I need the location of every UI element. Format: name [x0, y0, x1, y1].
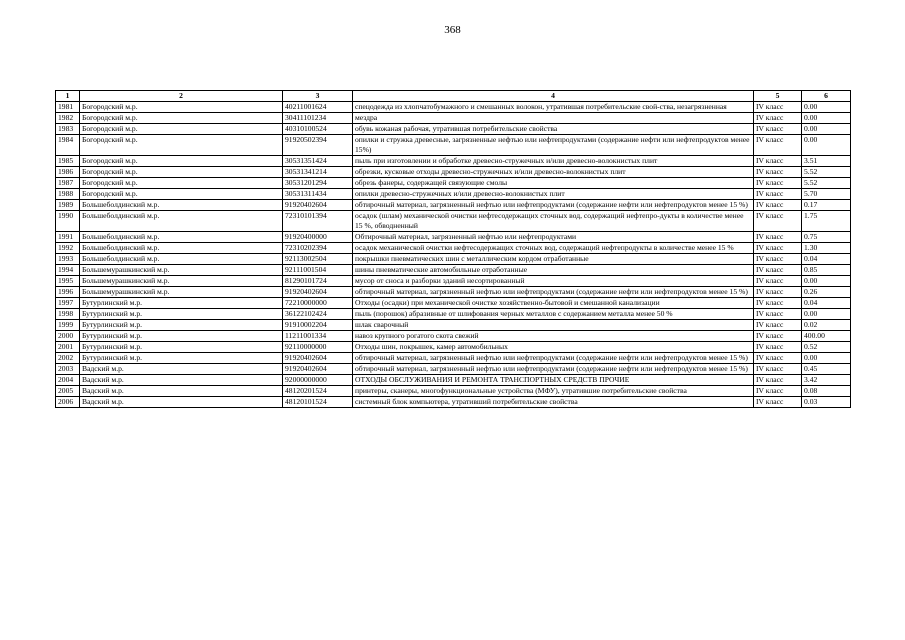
waste-name-cell: Обтирочный материал, загрязненный нефтью или нефтепродуктами — [353, 232, 754, 243]
row-number-cell: 1988 — [56, 189, 80, 200]
amount-cell: 0.00 — [802, 135, 851, 156]
district-cell: Богородский м.р. — [80, 189, 283, 200]
waste-name-cell: обрезь фанеры, содержащей связующие смолы — [353, 178, 754, 189]
amount-cell: 1.30 — [802, 243, 851, 254]
waste-code-cell: 40310100524 — [283, 124, 353, 135]
table-body — [56, 102, 851, 408]
waste-name-cell: Отходы шин, покрышек, камер автомобильных — [353, 342, 754, 353]
table-row — [56, 189, 851, 200]
waste-code-cell: 92110000000 — [283, 342, 353, 353]
hazard-class-cell: IV класс — [754, 124, 802, 135]
amount-cell: 0.00 — [802, 309, 851, 320]
waste-code-cell: 48120201524 — [283, 386, 353, 397]
hazard-class-cell: IV класс — [754, 375, 802, 386]
hazard-class-cell: IV класс — [754, 364, 802, 375]
waste-name-cell: обувь кожаная рабочая, утратившая потребительские свойства — [353, 124, 754, 135]
waste-code-cell: 91910002204 — [283, 320, 353, 331]
district-cell: Богородский м.р. — [80, 167, 283, 178]
district-cell: Богородский м.р. — [80, 102, 283, 113]
waste-name-cell: опилки и стружка древесные, загрязненные нефтью или нефтепродуктами (содержание нефти или нефтепродуктов менее 15%) — [353, 135, 754, 156]
district-cell: Богородский м.р. — [80, 113, 283, 124]
table-header — [56, 91, 851, 102]
amount-cell: 1.75 — [802, 211, 851, 232]
row-number-cell: 1984 — [56, 135, 80, 156]
amount-cell: 3.42 — [802, 375, 851, 386]
district-cell: Бутурлинский м.р. — [80, 320, 283, 331]
table-row — [56, 167, 851, 178]
table-row — [56, 353, 851, 364]
waste-registry-table — [55, 90, 851, 408]
waste-name-cell: шлак сварочный — [353, 320, 754, 331]
row-number-cell: 2001 — [56, 342, 80, 353]
hazard-class-cell: IV класс — [754, 167, 802, 178]
column-header-5: 5 — [754, 91, 802, 102]
row-number-cell: 1983 — [56, 124, 80, 135]
waste-code-cell: 30531311434 — [283, 189, 353, 200]
row-number-cell: 1986 — [56, 167, 80, 178]
row-number-cell: 1999 — [56, 320, 80, 331]
column-header-3: 3 — [283, 91, 353, 102]
waste-name-cell: пыль (порошок) абразивные от шлифования черных металлов с содержанием металла менее 50 % — [353, 309, 754, 320]
row-number-cell: 1993 — [56, 254, 80, 265]
hazard-class-cell: IV класс — [754, 200, 802, 211]
waste-code-cell: 91920402604 — [283, 287, 353, 298]
waste-name-cell: мусор от сноса и разборки зданий несортированный — [353, 276, 754, 287]
hazard-class-cell: IV класс — [754, 276, 802, 287]
waste-name-cell: шины пневматические автомобильные отработанные — [353, 265, 754, 276]
amount-cell: 5.52 — [802, 178, 851, 189]
table-row — [56, 113, 851, 124]
row-number-cell: 2003 — [56, 364, 80, 375]
row-number-cell: 1994 — [56, 265, 80, 276]
amount-cell: 0.26 — [802, 287, 851, 298]
hazard-class-cell: IV класс — [754, 386, 802, 397]
table-row — [56, 200, 851, 211]
row-number-cell: 2002 — [56, 353, 80, 364]
column-header-2: 2 — [80, 91, 283, 102]
hazard-class-cell: IV класс — [754, 243, 802, 254]
amount-cell: 0.08 — [802, 386, 851, 397]
waste-name-cell: обтирочный материал, загрязненный нефтью или нефтепродуктами (содержание нефти или нефтепродуктов менее 15 %) — [353, 353, 754, 364]
table-row — [56, 232, 851, 243]
waste-name-cell: обтирочный материал, загрязненный нефтью или нефтепродуктами (содержание нефти или нефтепродуктов менее 15 %) — [353, 364, 754, 375]
district-cell: Богородский м.р. — [80, 124, 283, 135]
district-cell: Большеболдинский м.р. — [80, 243, 283, 254]
table-row — [56, 320, 851, 331]
amount-cell: 0.00 — [802, 353, 851, 364]
table-row — [56, 102, 851, 113]
waste-code-cell: 72310202394 — [283, 243, 353, 254]
row-number-cell: 1985 — [56, 156, 80, 167]
hazard-class-cell: IV класс — [754, 298, 802, 309]
column-header-4: 4 — [353, 91, 754, 102]
waste-name-cell: осадок (шлам) механической очистки нефтесодержащих сточных вод, содержащий нефтепро-дукты в количестве менее 15 %, обводненный — [353, 211, 754, 232]
waste-code-cell: 92111001504 — [283, 265, 353, 276]
district-cell: Большеболдинский м.р. — [80, 254, 283, 265]
waste-name-cell: мездра — [353, 113, 754, 124]
hazard-class-cell: IV класс — [754, 309, 802, 320]
waste-name-cell: обтирочный материал, загрязненный нефтью или нефтепродуктами (содержание нефти или нефтепродуктов менее 15 %) — [353, 287, 754, 298]
hazard-class-cell: IV класс — [754, 102, 802, 113]
row-number-cell: 1995 — [56, 276, 80, 287]
waste-name-cell: принтеры, сканеры, многофункциональные устройства (МФУ), утратившие потребительские свойства — [353, 386, 754, 397]
district-cell: Большеболдинский м.р. — [80, 232, 283, 243]
hazard-class-cell: IV класс — [754, 287, 802, 298]
table-row — [56, 254, 851, 265]
hazard-class-cell: IV класс — [754, 254, 802, 265]
waste-name-cell: обрезки, кусковые отходы древесно-стружечных и/или древесно-волокнистых плит — [353, 167, 754, 178]
row-number-cell: 1989 — [56, 200, 80, 211]
district-cell: Большемурашкинский м.р. — [80, 287, 283, 298]
district-cell: Богородский м.р. — [80, 156, 283, 167]
waste-code-cell: 81290101724 — [283, 276, 353, 287]
district-cell: Вадский м.р. — [80, 364, 283, 375]
amount-cell: 0.75 — [802, 232, 851, 243]
table-row — [56, 309, 851, 320]
district-cell: Бутурлинский м.р. — [80, 342, 283, 353]
waste-name-cell: Отходы (осадки) при механической очистке хозяйственно-бытовой и смешанной канализации — [353, 298, 754, 309]
row-number-cell: 1990 — [56, 211, 80, 232]
hazard-class-cell: IV класс — [754, 211, 802, 232]
table-row — [56, 178, 851, 189]
hazard-class-cell: IV класс — [754, 331, 802, 342]
amount-cell: 0.00 — [802, 113, 851, 124]
waste-name-cell: осадок механической очистки нефтесодержащих сточных вод, содержащий нефтепродукты в количестве менее 15 % — [353, 243, 754, 254]
row-number-cell: 1987 — [56, 178, 80, 189]
waste-name-cell: ОТХОДЫ ОБСЛУЖИВАНИЯ И РЕМОНТА ТРАНСПОРТНЫХ СРЕДСТВ ПРОЧИЕ — [353, 375, 754, 386]
row-number-cell: 2005 — [56, 386, 80, 397]
waste-code-cell: 72310101394 — [283, 211, 353, 232]
table-row — [56, 342, 851, 353]
amount-cell: 0.52 — [802, 342, 851, 353]
district-cell: Вадский м.р. — [80, 397, 283, 408]
district-cell: Богородский м.р. — [80, 178, 283, 189]
table-row — [56, 364, 851, 375]
page-number: 368 — [444, 24, 461, 36]
waste-name-cell: покрышки пневматических шин с металлическим кордом отработанные — [353, 254, 754, 265]
waste-code-cell: 72210000000 — [283, 298, 353, 309]
hazard-class-cell: IV класс — [754, 353, 802, 364]
hazard-class-cell: IV класс — [754, 320, 802, 331]
amount-cell: 0.00 — [802, 276, 851, 287]
waste-code-cell: 91920402604 — [283, 200, 353, 211]
column-header-6: 6 — [802, 91, 851, 102]
waste-code-cell: 40211001624 — [283, 102, 353, 113]
waste-code-cell: 91920400000 — [283, 232, 353, 243]
waste-name-cell: обтирочный материал, загрязненный нефтью или нефтепродуктами (содержание нефти или нефтепродуктов менее 15 %) — [353, 200, 754, 211]
hazard-class-cell: IV класс — [754, 397, 802, 408]
amount-cell: 0.04 — [802, 298, 851, 309]
district-cell: Бутурлинский м.р. — [80, 353, 283, 364]
waste-code-cell: 92113002504 — [283, 254, 353, 265]
table-row — [56, 287, 851, 298]
amount-cell: 0.00 — [802, 124, 851, 135]
table-row — [56, 243, 851, 254]
amount-cell: 400.00 — [802, 331, 851, 342]
row-number-cell: 2000 — [56, 331, 80, 342]
row-number-cell: 1992 — [56, 243, 80, 254]
district-cell: Вадский м.р. — [80, 375, 283, 386]
amount-cell: 0.17 — [802, 200, 851, 211]
table-row — [56, 124, 851, 135]
table-row — [56, 276, 851, 287]
district-cell: Большемурашкинский м.р. — [80, 265, 283, 276]
table-row — [56, 386, 851, 397]
table-row — [56, 135, 851, 156]
column-header-1: 1 — [56, 91, 80, 102]
table-row — [56, 331, 851, 342]
hazard-class-cell: IV класс — [754, 156, 802, 167]
waste-code-cell: 91920402604 — [283, 364, 353, 375]
district-cell: Бутурлинский м.р. — [80, 331, 283, 342]
district-cell: Бутурлинский м.р. — [80, 298, 283, 309]
row-number-cell: 1991 — [56, 232, 80, 243]
table-row — [56, 265, 851, 276]
amount-cell: 0.02 — [802, 320, 851, 331]
waste-code-cell: 92000000000 — [283, 375, 353, 386]
waste-code-cell: 30531201294 — [283, 178, 353, 189]
district-cell: Вадский м.р. — [80, 386, 283, 397]
amount-cell: 0.45 — [802, 364, 851, 375]
waste-name-cell: пыль при изготовлении и обработке древесно-стружечных и/или древесно-волокнистых плит — [353, 156, 754, 167]
amount-cell: 0.85 — [802, 265, 851, 276]
hazard-class-cell: IV класс — [754, 265, 802, 276]
waste-code-cell: 30531351424 — [283, 156, 353, 167]
row-number-cell: 2004 — [56, 375, 80, 386]
row-number-cell: 1996 — [56, 287, 80, 298]
table-row — [56, 298, 851, 309]
amount-cell: 0.03 — [802, 397, 851, 408]
district-cell: Большеболдинский м.р. — [80, 211, 283, 232]
district-cell: Бутурлинский м.р. — [80, 309, 283, 320]
waste-name-cell: системный блок компьютера, утративший потребительские свойства — [353, 397, 754, 408]
header-row — [56, 91, 851, 102]
waste-name-cell: спецодежда из хлопчатобумажного и смешанных волокон, утратившая потребительские свой-ства, незагрязненная — [353, 102, 754, 113]
hazard-class-cell: IV класс — [754, 189, 802, 200]
table-row — [56, 375, 851, 386]
amount-cell: 5.52 — [802, 167, 851, 178]
waste-name-cell: навоз крупного рогатого скота свежий — [353, 331, 754, 342]
district-cell: Большеболдинский м.р. — [80, 200, 283, 211]
waste-code-cell: 91920402604 — [283, 353, 353, 364]
hazard-class-cell: IV класс — [754, 232, 802, 243]
waste-code-cell: 36122102424 — [283, 309, 353, 320]
row-number-cell: 2006 — [56, 397, 80, 408]
waste-code-cell: 30411101234 — [283, 113, 353, 124]
district-cell: Большемурашкинский м.р. — [80, 276, 283, 287]
row-number-cell: 1981 — [56, 102, 80, 113]
amount-cell: 0.00 — [802, 102, 851, 113]
table-row — [56, 156, 851, 167]
row-number-cell: 1997 — [56, 298, 80, 309]
hazard-class-cell: IV класс — [754, 135, 802, 156]
amount-cell: 3.51 — [802, 156, 851, 167]
hazard-class-cell: IV класс — [754, 342, 802, 353]
waste-code-cell: 91920502394 — [283, 135, 353, 156]
hazard-class-cell: IV класс — [754, 178, 802, 189]
row-number-cell: 1998 — [56, 309, 80, 320]
table-row — [56, 211, 851, 232]
waste-code-cell: 30531341214 — [283, 167, 353, 178]
waste-code-cell: 11211001334 — [283, 331, 353, 342]
waste-code-cell: 48120101524 — [283, 397, 353, 408]
amount-cell: 5.70 — [802, 189, 851, 200]
row-number-cell: 1982 — [56, 113, 80, 124]
amount-cell: 0.04 — [802, 254, 851, 265]
table-row — [56, 397, 851, 408]
hazard-class-cell: IV класс — [754, 113, 802, 124]
waste-name-cell: опилки древесно-стружечных и/или древесно-волокнистых плит — [353, 189, 754, 200]
district-cell: Богородский м.р. — [80, 135, 283, 156]
